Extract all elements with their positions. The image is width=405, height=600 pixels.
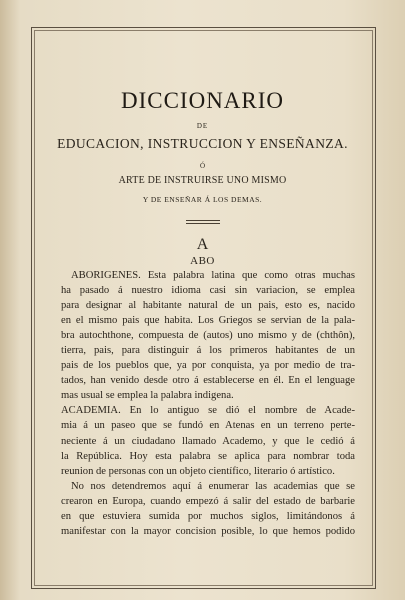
text-line: pais de los pueblos que, ya por conquista, ya por medio de tra- [61, 360, 355, 372]
text-line: No nos detendremos aquí á enumerar las academias que se [71, 480, 355, 492]
text-line: mas usual se emplea la palabra indigena. [61, 390, 234, 402]
text-line: para designar al habitante natural de un pais, esto es, nacido [61, 300, 355, 312]
text-line: neciente á un ciudadano llamado Academo, y que le cedió á [61, 435, 355, 447]
text-line: manifestar con la mayor concision posible, lo que hemos podido [61, 525, 355, 537]
title-divider-bottom [186, 223, 220, 224]
text-line: ha pasado á nuestro idioma casi sin variacion, se emplea [61, 285, 355, 297]
dictionary-entries [61, 268, 355, 539]
text-line: crearon en Europa, cuando empezó á salir del estado de barbarie [61, 495, 355, 507]
section-letter: A [196, 236, 209, 253]
text-line: ACADEMIA. En lo antiguo se dió el nombre de Acade- [61, 405, 355, 417]
text-line: bra autochthone, compuesta de (autos) uno mismo y de (chthôn), [61, 330, 355, 342]
title-connector-de: DE [196, 122, 209, 130]
text-line: mia á un paseo que se fundó en Atenas en un terreno perte- [61, 420, 355, 432]
text-line: en que estuviera sumida por muchos siglos, limitándonos á [61, 510, 355, 522]
dictionary-subtitle: EDUCACION, INSTRUCCION Y ENSEÑANZA. [57, 136, 348, 151]
text-line: ABORIGENES. Esta palabra latina que como otras muchas [71, 270, 355, 281]
title-divider-top [186, 220, 220, 221]
text-line: tierra, pais, para distinguir á los primeros habitantes de un [61, 345, 355, 357]
title-connector-o: Ó [199, 162, 206, 170]
text-line: tados, han venido desde otro á establecerse en él. En el lenguage [61, 375, 355, 387]
running-head: ABO [190, 255, 215, 267]
dictionary-title: DICCIONARIO [120, 88, 285, 113]
alternate-title: ARTE DE INSTRUIRSE UNO MISMO [118, 175, 287, 186]
text-line: reunion de personas con un objeto científico, literario ó artístico. [61, 465, 335, 477]
text-line: la República. Hoy esta palabra se aplica para nombrar toda [61, 450, 355, 462]
alternate-title-continuation: Y DE ENSEÑAR Á LOS DEMAS. [142, 195, 263, 204]
text-line: en el mismo pais que habita. Los Griegos se servian de la pala- [61, 315, 355, 327]
